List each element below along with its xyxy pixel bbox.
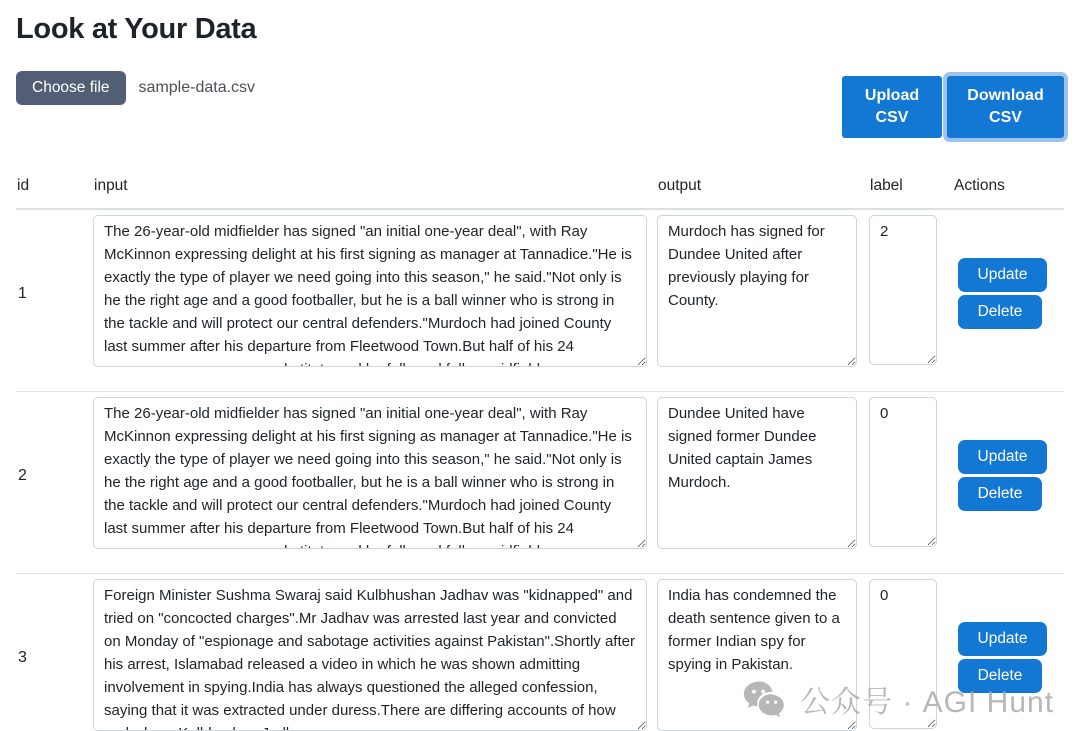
input-textarea[interactable] (93, 215, 647, 367)
delete-button[interactable]: Delete (958, 295, 1042, 329)
csv-button-group (842, 76, 1064, 138)
update-button[interactable]: Update (958, 622, 1047, 656)
app-container (0, 13, 1080, 731)
table-row (16, 392, 1064, 574)
choose-file-button[interactable]: Choose file (16, 71, 126, 105)
input-textarea[interactable] (93, 579, 647, 731)
delete-button[interactable]: Delete (958, 659, 1042, 693)
row-actions (953, 397, 1064, 554)
update-button[interactable]: Update (958, 440, 1047, 474)
row-id: 2 (18, 466, 27, 484)
column-header-actions: Actions (954, 177, 1005, 194)
row-id: 3 (18, 648, 27, 666)
output-textarea[interactable] (657, 579, 857, 731)
column-header-input: input (94, 177, 128, 194)
data-table (16, 167, 1064, 731)
table-header-row (16, 167, 1064, 210)
row-id: 1 (18, 284, 27, 302)
column-header-id: id (17, 177, 30, 194)
column-header-output: output (658, 177, 702, 194)
page-title: Look at Your Data (16, 13, 257, 45)
update-button[interactable]: Update (958, 258, 1047, 292)
download-csv-button[interactable]: Download CSV (947, 76, 1064, 138)
delete-button[interactable]: Delete (958, 477, 1042, 511)
watermark-text: 公众号 · AGI Hunt (800, 686, 1055, 719)
upload-csv-button[interactable]: Upload CSV (842, 76, 942, 138)
label-textarea[interactable] (869, 397, 937, 547)
label-textarea[interactable] (869, 215, 937, 365)
output-textarea[interactable] (657, 215, 857, 367)
row-actions (953, 215, 1064, 372)
label-textarea[interactable] (869, 579, 937, 729)
column-header-label: label (870, 177, 903, 194)
table-row (16, 210, 1064, 392)
output-textarea[interactable] (657, 397, 857, 549)
row-actions (953, 579, 1064, 731)
selected-file-name: sample-data.csv (138, 78, 256, 96)
table-row (16, 574, 1064, 731)
input-textarea[interactable] (93, 397, 647, 549)
